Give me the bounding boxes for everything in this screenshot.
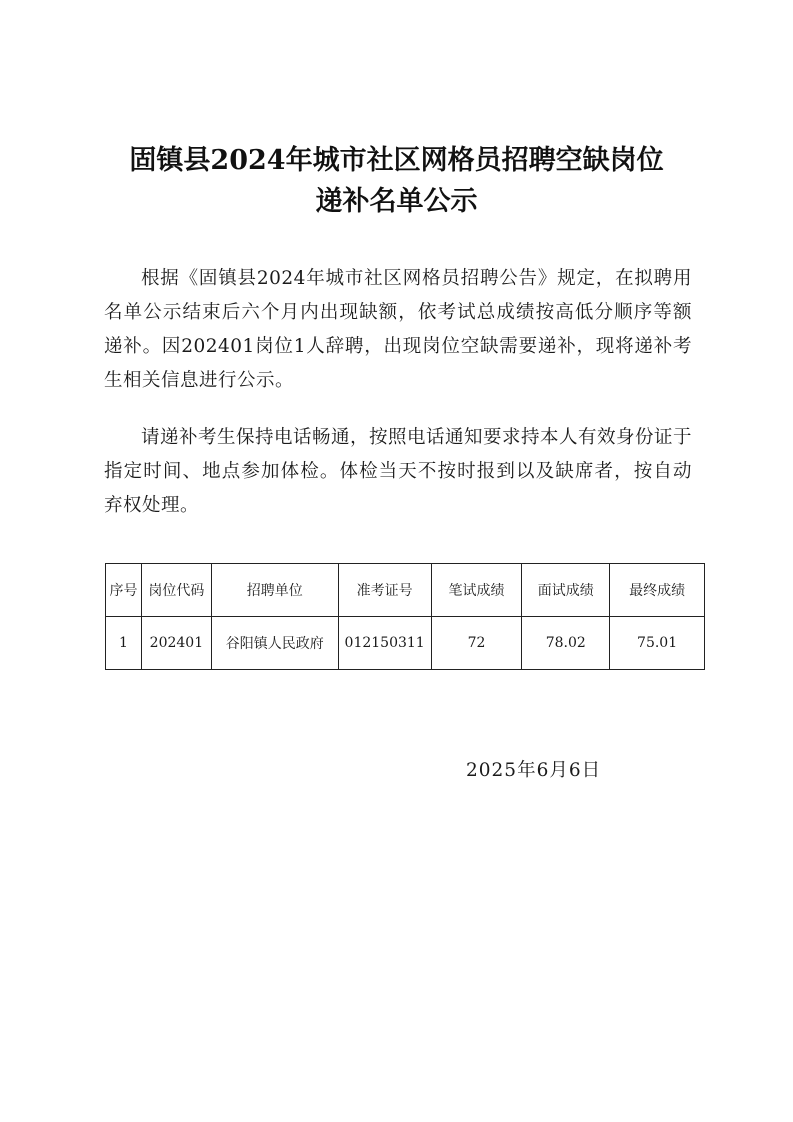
cell-exam-id: 012150311 bbox=[338, 617, 431, 670]
paragraph-regulation bbox=[104, 262, 692, 398]
document-date: 2025年6月6日 bbox=[466, 760, 602, 781]
paragraph-text: 请递补考生保持电话畅通，按照电话通知要求持本人有效身份证于指定时间、地点参加体检。体检当天不按时报到以及缺席者，按自动弃权处理。 bbox=[104, 427, 693, 516]
cell-interview-score: 78.02 bbox=[522, 617, 610, 670]
column-header-interview-score: 面试成绩 bbox=[522, 564, 610, 617]
column-header-exam-id: 准考证号 bbox=[338, 564, 431, 617]
cell-final-score: 75.01 bbox=[610, 617, 705, 670]
cell-employer: 谷阳镇人民政府 bbox=[211, 617, 338, 670]
column-header-written-score: 笔试成绩 bbox=[431, 564, 522, 617]
cell-written-score: 72 bbox=[431, 617, 522, 670]
column-header-final-score: 最终成绩 bbox=[610, 564, 705, 617]
cell-post-code: 202401 bbox=[141, 617, 211, 670]
column-header-index: 序号 bbox=[106, 564, 142, 617]
table-header-row bbox=[106, 564, 705, 617]
column-header-employer: 招聘单位 bbox=[211, 564, 338, 617]
column-header-post-code: 岗位代码 bbox=[141, 564, 211, 617]
document-title: 固镇县2024年城市社区网格员招聘空缺岗位 bbox=[129, 145, 664, 176]
cell-index: 1 bbox=[106, 617, 142, 670]
table-row bbox=[106, 617, 705, 670]
paragraph-text: 根据《固镇县2024年城市社区网格员招聘公告》规定，在拟聘用名单公示结束后六个月内出现缺额，依考试总成绩按高低分顺序等额递补。因202401岗位1人辞聘，出现岗位空缺需要递补，现将递补考生相关信息进行公示。 bbox=[104, 268, 692, 391]
document-subtitle: 递补名单公示 bbox=[315, 186, 478, 217]
paragraph-notice bbox=[104, 421, 692, 523]
candidate-table bbox=[105, 563, 705, 670]
